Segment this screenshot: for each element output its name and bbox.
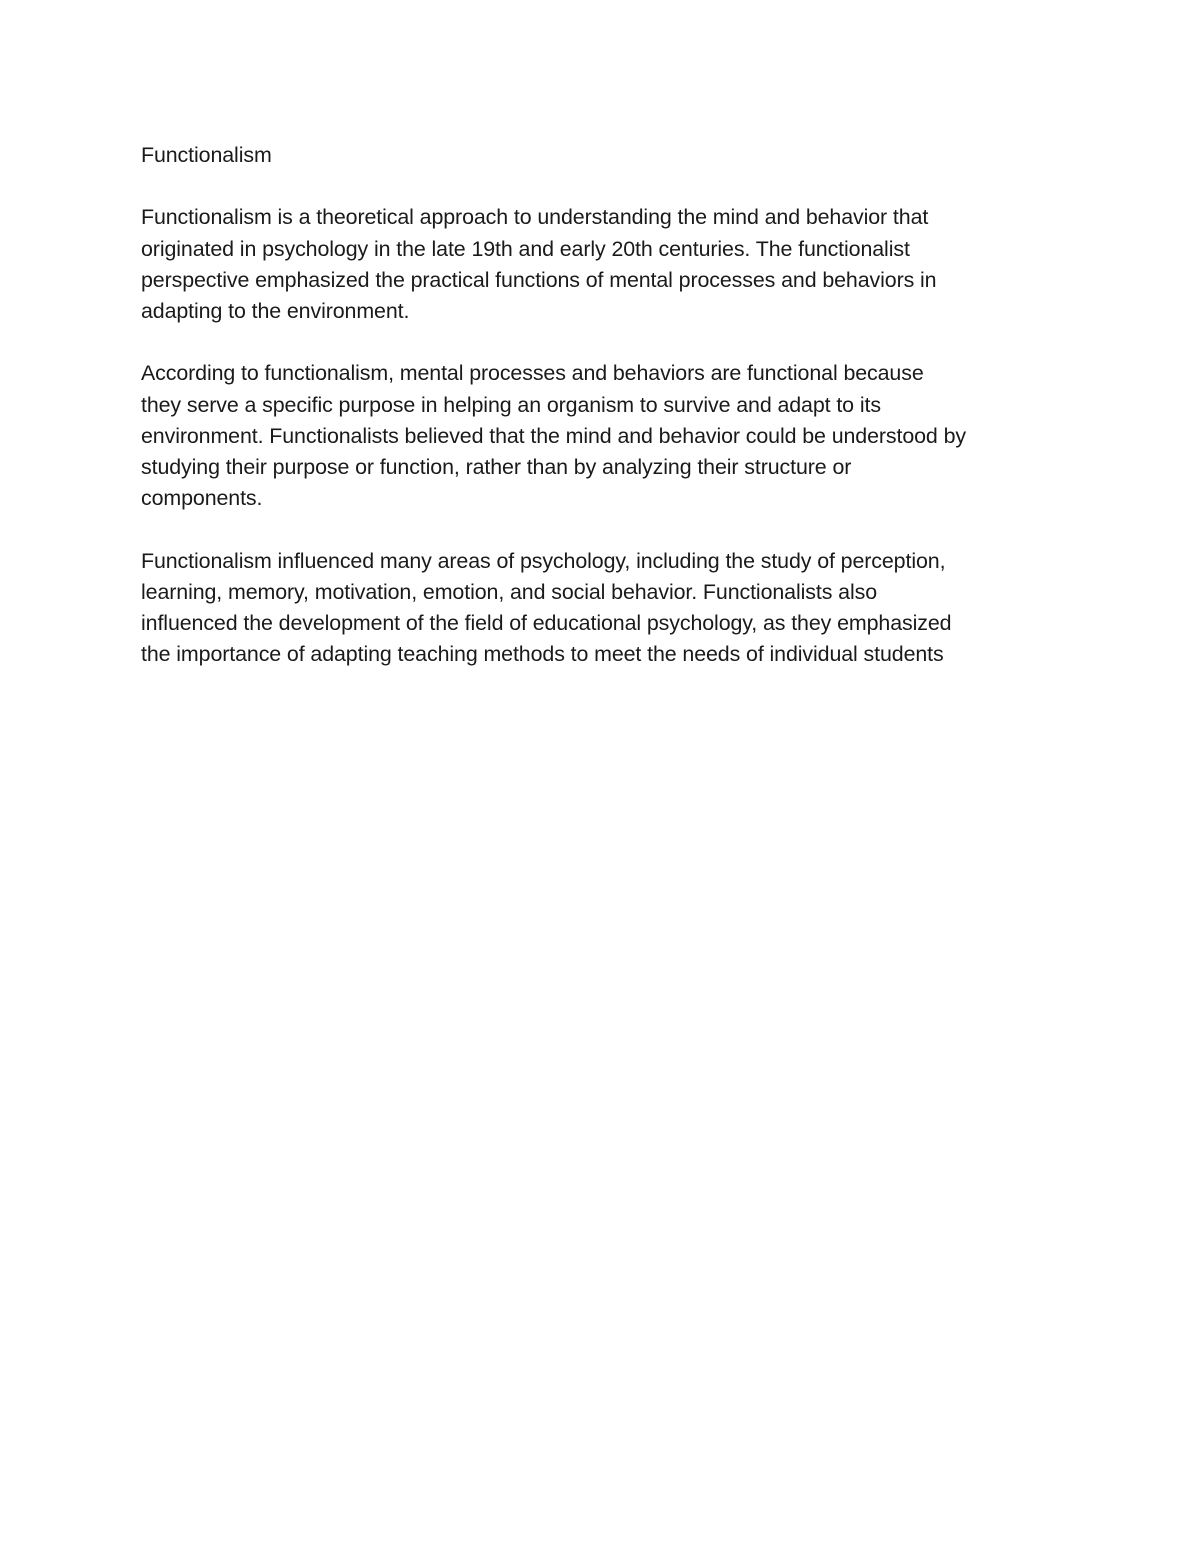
paragraph-line: studying their purpose or function, rather than by analyzing their structure or — [141, 455, 852, 479]
paragraph-line: perspective emphasized the practical functions of mental processes and behaviors in — [141, 267, 937, 292]
paragraph-line: Functionalism is a theoretical approach to understanding the mind and behavior that — [141, 205, 929, 230]
paragraph-line: environment. Functionalists believed that the mind and behavior could be understood by — [141, 423, 966, 448]
document-body — [141, 140, 1071, 702]
paragraph-1 — [141, 202, 1071, 327]
paragraph-line: adapting to the environment. — [141, 299, 410, 323]
document-title: Functionalism — [141, 143, 272, 167]
paragraph-3 — [141, 546, 1071, 671]
paragraph-line: According to functionalism, mental processes and behaviors are functional because — [141, 361, 924, 386]
paragraph-line: originated in psychology in the late 19th and early 20th centuries. The functionalist — [141, 236, 910, 261]
paragraph-line: influenced the development of the field of educational psychology, as they emphasized — [141, 611, 952, 635]
paragraph-line: the importance of adapting teaching methods to meet the needs of individual students — [141, 642, 944, 667]
paragraph-line: they serve a specific purpose in helping an organism to survive and adapt to its — [141, 392, 881, 417]
paragraph-line: Functionalism influenced many areas of psychology, including the study of perception, — [141, 548, 946, 573]
paragraph-line: components. — [141, 486, 263, 511]
paragraph-line: learning, memory, motivation, emotion, and social behavior. Functionalists also — [141, 579, 877, 604]
paragraph-2 — [141, 358, 1071, 514]
